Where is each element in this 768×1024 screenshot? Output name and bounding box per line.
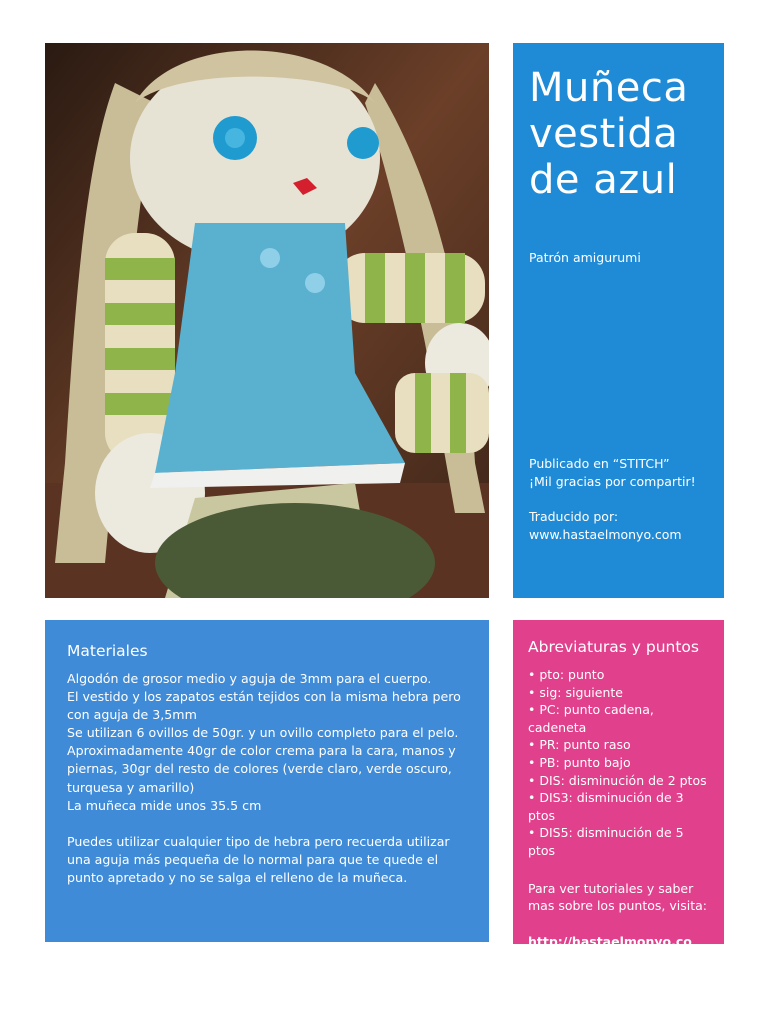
list-item: • DIS: disminución de 2 ptos: [528, 772, 709, 790]
list-item: • sig: siguiente: [528, 684, 709, 702]
website-link[interactable]: www.hastaelmonyo.com: [529, 527, 682, 542]
materials-note: Puedes utilizar cualquier tipo de hebra pero recuerda utilizar una aguja más pequeña de lo normal para que te quede el punto apretado y no se salga el relleno de la muñeca.: [67, 833, 450, 885]
subtitle: Patrón amigurumi: [529, 250, 641, 265]
list-item: • pto: punto: [528, 666, 709, 684]
page-title: [529, 65, 708, 203]
title-line: Muñeca: [529, 65, 689, 111]
abbreviations-heading: Abreviaturas y puntos: [528, 638, 699, 656]
title-panel: [513, 43, 724, 598]
translated-by-label: Traducido por:: [529, 509, 619, 524]
materials-line: Aproximadamente 40gr de color crema para la cara, manos y piernas, 30gr del resto de colores (verde claro, verde oscuro, turquesa y amarillo): [67, 743, 456, 795]
abbreviations-list: [528, 666, 709, 860]
materials-line: La muñeca mide unos 35.5 cm: [67, 797, 262, 813]
doll-photo: [45, 43, 489, 598]
materials-panel: [45, 620, 489, 942]
materials-text: [67, 670, 467, 887]
tutorials-link[interactable]: http://hastaelmonyo.com/?page_id=1774: [528, 933, 692, 967]
materials-line: El vestido y los zapatos están tejidos con la misma hebra pero con aguja de 3,5mm: [67, 689, 461, 723]
spacer: [67, 815, 467, 833]
materials-line: Algodón de grosor medio y aguja de 3mm para el cuerpo.: [67, 671, 432, 686]
list-item: • DIS3: disminución de 3 ptos: [528, 789, 709, 824]
title-line: de azul: [529, 157, 678, 203]
abbreviations-panel: [513, 620, 724, 967]
list-item: • PB: punto bajo: [528, 754, 709, 772]
list-item: • DIS5: disminución de 5 ptos: [528, 824, 709, 859]
list-item: • PR: punto raso: [528, 736, 709, 754]
title-line: vestida: [529, 111, 679, 157]
materials-heading: Materiales: [67, 642, 148, 660]
tutorials-note: Para ver tutoriales y saber mas sobre los puntos, visita:: [528, 880, 707, 914]
thanks-note: ¡Mil gracias por compartir!: [529, 474, 696, 489]
materials-line: Se utilizan 6 ovillos de 50gr. y un ovillo completo para el pelo.: [67, 725, 459, 741]
published-note: Publicado en “STITCH”: [529, 456, 670, 471]
list-item: • PC: punto cadena, cadeneta: [528, 701, 709, 736]
